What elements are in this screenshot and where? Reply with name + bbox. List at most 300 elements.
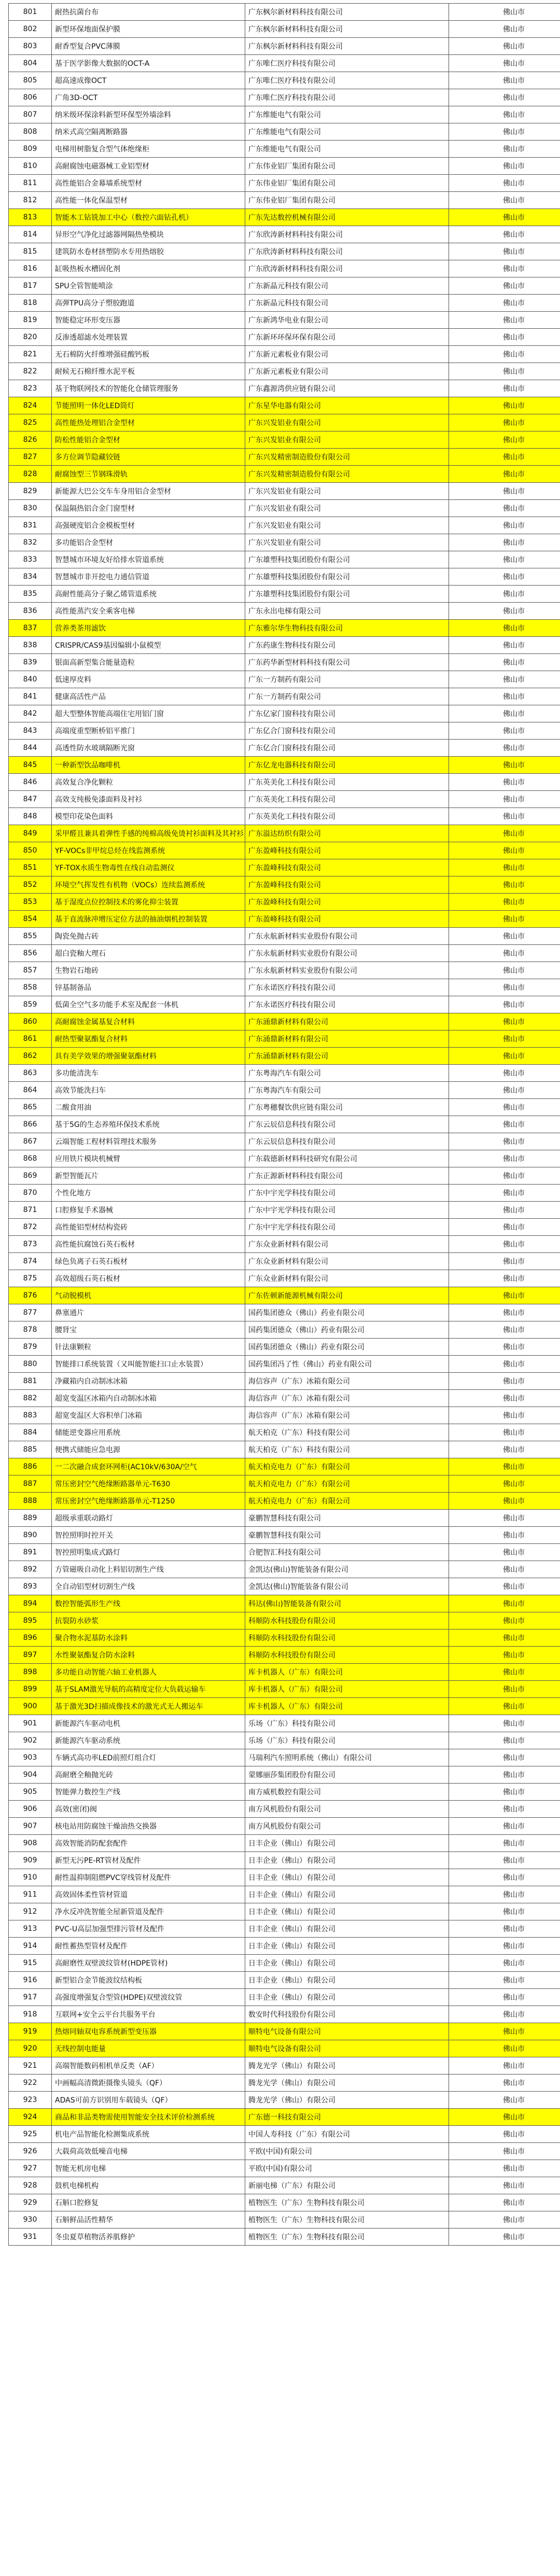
row-number-cell: 914 [9, 1938, 52, 1955]
city-cell: 佛山市 [449, 757, 560, 774]
company-cell: 广东兴发铝业有限公司 [245, 431, 449, 449]
product-name-cell: 新型环保地面保护膜 [52, 21, 245, 38]
company-cell: 航天柏克（广东）科技有限公司 [245, 1441, 449, 1458]
product-name-cell: 多方位调节隐藏铰链 [52, 449, 245, 466]
table-row [9, 449, 560, 466]
product-name-cell: 常压密封空气绝缘断路器单元-T630 [52, 1475, 245, 1493]
table-row [9, 1852, 560, 1869]
table-row [9, 1475, 560, 1493]
table-row [9, 1082, 560, 1099]
city-cell: 佛山市 [449, 1441, 560, 1458]
city-cell: 佛山市 [449, 2074, 560, 2092]
company-cell: 广东伟业铝厂集团有限公司 [245, 175, 449, 192]
company-cell: 航天柏克（广东）科技有限公司 [245, 1424, 449, 1441]
city-cell: 佛山市 [449, 500, 560, 517]
city-cell: 佛山市 [449, 1732, 560, 1749]
table-row [9, 380, 560, 397]
city-cell: 佛山市 [449, 72, 560, 89]
company-cell: 广东永出电梯有限公司 [245, 603, 449, 620]
table-row [9, 4, 560, 21]
company-cell: 广东一方制药有限公司 [245, 688, 449, 705]
product-name-cell: 抗裂防水砂浆 [52, 1612, 245, 1630]
company-cell: 广东德一科技有限公司 [245, 2109, 449, 2126]
company-cell: 广东盈峰科技有限公司 [245, 911, 449, 928]
company-cell: 平欧(中国)有限公司 [245, 2160, 449, 2177]
table-row [9, 996, 560, 1013]
city-cell: 佛山市 [449, 1475, 560, 1493]
row-number-cell: 814 [9, 226, 52, 243]
city-cell: 佛山市 [449, 551, 560, 568]
row-number-cell: 903 [9, 1749, 52, 1766]
row-number-cell: 839 [9, 654, 52, 671]
row-number-cell: 808 [9, 123, 52, 141]
company-cell: 豪鹏智慧科技有限公司 [245, 1527, 449, 1544]
table-row [9, 1219, 560, 1236]
product-name-cell: 低速厚皮料 [52, 671, 245, 688]
table-row [9, 397, 560, 414]
product-name-cell: 净藏箱内自动制冰冰箱 [52, 1373, 245, 1390]
product-name-cell: 机电产品智能化检测集成系统 [52, 2126, 245, 2143]
product-name-cell: 超大型整体智能高端住宅用铝门窗 [52, 705, 245, 722]
company-cell: 广东伟业铝厂集团有限公司 [245, 158, 449, 175]
table-row [9, 89, 560, 106]
row-number-cell: 898 [9, 1664, 52, 1681]
table-row [9, 722, 560, 740]
row-number-cell: 906 [9, 1801, 52, 1818]
product-name-cell: 超宽变温区冰箱内自动制冰冰箱 [52, 1390, 245, 1407]
table-row [9, 654, 560, 671]
company-cell: 广东盈峰科技有限公司 [245, 894, 449, 911]
city-cell: 佛山市 [449, 2109, 560, 2126]
company-cell: 广东涌鼎新材料有限公司 [245, 1048, 449, 1065]
company-cell: 日丰企业（佛山）有限公司 [245, 1886, 449, 1903]
row-number-cell: 878 [9, 1321, 52, 1339]
row-number-cell: 863 [9, 1065, 52, 1082]
table-row [9, 1749, 560, 1766]
product-name-cell: 互联网+安全云平台共服务平台 [52, 2006, 245, 2023]
company-cell: 顺特电气设备有限公司 [245, 2023, 449, 2040]
city-cell: 佛山市 [449, 2160, 560, 2177]
company-cell: 广东兴发铝业有限公司 [245, 534, 449, 551]
company-cell: 广东兴发铝业有限公司 [245, 517, 449, 534]
product-name-cell: 纳米式高空隔离断路器 [52, 123, 245, 141]
product-name-cell: 全自动铝型材切割生产线 [52, 1578, 245, 1595]
table-row [9, 979, 560, 996]
city-cell: 佛山市 [449, 996, 560, 1013]
city-cell: 佛山市 [449, 55, 560, 72]
row-number-cell: 832 [9, 534, 52, 551]
city-cell: 佛山市 [449, 1715, 560, 1732]
product-name-cell: 高透性防水玻璃隔断光窗 [52, 740, 245, 757]
city-cell: 佛山市 [449, 1185, 560, 1202]
city-cell: 佛山市 [449, 2211, 560, 2229]
company-cell: 广东正源新材料科技有限公司 [245, 1167, 449, 1185]
row-number-cell: 868 [9, 1150, 52, 1167]
table-row [9, 2074, 560, 2092]
table-row [9, 1612, 560, 1630]
table-row [9, 1304, 560, 1321]
product-name-cell: 便携式储能应急电源 [52, 1441, 245, 1458]
product-table [8, 3, 560, 2246]
product-name-cell: 具有美学效果的增强聚氨酯材料 [52, 1048, 245, 1065]
company-cell: 腾龙光学（佛山）有限公司 [245, 2074, 449, 2092]
company-cell: 广东亿合门窗科技有限公司 [245, 740, 449, 757]
city-cell: 佛山市 [449, 534, 560, 551]
row-number-cell: 918 [9, 2006, 52, 2023]
product-name-cell: 高耐腐蚀金属基复合材料 [52, 1013, 245, 1031]
row-number-cell: 891 [9, 1544, 52, 1561]
spreadsheet [8, 3, 552, 2246]
table-row [9, 1253, 560, 1270]
table-row [9, 175, 560, 192]
company-cell: 广东中宇光学科技有限公司 [245, 1219, 449, 1236]
company-cell: 广东涌鼎新材料有限公司 [245, 1031, 449, 1048]
table-row [9, 1801, 560, 1818]
company-cell: 日丰企业（佛山）有限公司 [245, 1920, 449, 1938]
product-name-cell: 模型印花染色面料 [52, 808, 245, 825]
row-number-cell: 919 [9, 2023, 52, 2040]
city-cell: 佛山市 [449, 1510, 560, 1527]
table-row [9, 534, 560, 551]
company-cell: 南方风机股份有限公司 [245, 1801, 449, 1818]
company-cell: 广东云辰信息科技有限公司 [245, 1116, 449, 1133]
company-cell: 广东粤海汽车有限公司 [245, 1065, 449, 1082]
product-name-cell: 高性能铝型材结构瓷砖 [52, 1219, 245, 1236]
table-row [9, 1647, 560, 1664]
row-number-cell: 820 [9, 329, 52, 346]
table-row [9, 2023, 560, 2040]
product-name-cell: 常压密封空气绝缘断路器单元-T1250 [52, 1493, 245, 1510]
company-cell: 广东永航新材料实业股份有限公司 [245, 928, 449, 945]
city-cell: 佛山市 [449, 226, 560, 243]
product-name-cell: 新型无污PE-RT管材及配件 [52, 1852, 245, 1869]
row-number-cell: 885 [9, 1441, 52, 1458]
row-number-cell: 917 [9, 1989, 52, 2006]
row-number-cell: 847 [9, 791, 52, 808]
company-cell: 平欧(中国)有限公司 [245, 2143, 449, 2160]
company-cell: 广东云辰信息科技有限公司 [245, 1133, 449, 1150]
city-cell: 佛山市 [449, 1595, 560, 1612]
row-number-cell: 908 [9, 1835, 52, 1852]
product-name-cell: 石斛口腔修复 [52, 2194, 245, 2211]
product-name-cell: 高性能抗腐蚀石英石板材 [52, 1236, 245, 1253]
product-name-cell: 智能弹力数控生产线 [52, 1784, 245, 1801]
product-name-cell: 基于SLAM激光导航的高精度定位大负载运输车 [52, 1681, 245, 1698]
product-name-cell: PVC-U高层加强型排污管材及配件 [52, 1920, 245, 1938]
product-name-cell: 基于医学影像大数据的OCT-A [52, 55, 245, 72]
city-cell: 佛山市 [449, 1578, 560, 1595]
product-name-cell: 多功能铝合金型材 [52, 534, 245, 551]
company-cell: 广东枫尔新材料科技有限公司 [245, 38, 449, 55]
row-number-cell: 869 [9, 1167, 52, 1185]
row-number-cell: 801 [9, 4, 52, 21]
table-row [9, 2194, 560, 2211]
product-name-cell: 新型智能瓦片 [52, 1167, 245, 1185]
row-number-cell: 804 [9, 55, 52, 72]
row-number-cell: 888 [9, 1493, 52, 1510]
company-cell: 广东粤穗餐饮供应链有限公司 [245, 1099, 449, 1116]
table-row [9, 141, 560, 158]
company-cell: 日丰企业（佛山）有限公司 [245, 1852, 449, 1869]
table-row [9, 740, 560, 757]
product-name-cell: 应用铁片模块机械臂 [52, 1150, 245, 1167]
company-cell: 植物医生（广东）生物科技有限公司 [245, 2194, 449, 2211]
row-number-cell: 849 [9, 825, 52, 842]
city-cell: 佛山市 [449, 1835, 560, 1852]
row-number-cell: 909 [9, 1852, 52, 1869]
product-name-cell: 智能排口系统装置（又叫能智能扫口止水装置） [52, 1356, 245, 1373]
table-row [9, 1664, 560, 1681]
company-cell: 广东维能电气有限公司 [245, 141, 449, 158]
table-row [9, 260, 560, 277]
row-number-cell: 807 [9, 106, 52, 123]
company-cell: 南方威机数控有限公司 [245, 1784, 449, 1801]
row-number-cell: 846 [9, 774, 52, 791]
company-cell: 植物医生（广东）生物科技有限公司 [245, 2229, 449, 2246]
row-number-cell: 892 [9, 1561, 52, 1578]
city-cell: 佛山市 [449, 808, 560, 825]
city-cell: 佛山市 [449, 928, 560, 945]
company-cell: 科达(佛山)智能装备有限公司 [245, 1595, 449, 1612]
city-cell: 佛山市 [449, 1630, 560, 1647]
row-number-cell: 874 [9, 1253, 52, 1270]
table-row [9, 603, 560, 620]
row-number-cell: 844 [9, 740, 52, 757]
company-cell: 广东欣涛新材料科技有限公司 [245, 226, 449, 243]
row-number-cell: 850 [9, 842, 52, 859]
company-cell: 数安时代科技股份有限公司 [245, 2006, 449, 2023]
product-name-cell: 高性能蒸汽安全乘客电梯 [52, 603, 245, 620]
product-name-cell: 健康高活性产品 [52, 688, 245, 705]
row-number-cell: 877 [9, 1304, 52, 1321]
table-row [9, 1458, 560, 1475]
row-number-cell: 879 [9, 1339, 52, 1356]
table-row [9, 1236, 560, 1253]
product-name-cell: 节能照明一体化LED筒灯 [52, 397, 245, 414]
table-row [9, 962, 560, 979]
table-row [9, 945, 560, 962]
city-cell: 佛山市 [449, 1612, 560, 1630]
company-cell: 广东新晶元科技有限公司 [245, 295, 449, 312]
company-cell: 广东众业新材料有限公司 [245, 1270, 449, 1287]
city-cell: 佛山市 [449, 123, 560, 141]
company-cell: 广东一方制药有限公司 [245, 671, 449, 688]
city-cell: 佛山市 [449, 979, 560, 996]
city-cell: 佛山市 [449, 2126, 560, 2143]
table-row [9, 620, 560, 637]
table-row [9, 346, 560, 363]
row-number-cell: 915 [9, 1955, 52, 1972]
city-cell: 佛山市 [449, 859, 560, 876]
row-number-cell: 809 [9, 141, 52, 158]
row-number-cell: 818 [9, 295, 52, 312]
row-number-cell: 894 [9, 1595, 52, 1612]
company-cell: 库卡机器人（广东）有限公司 [245, 1664, 449, 1681]
city-cell: 佛山市 [449, 1390, 560, 1407]
table-row [9, 1493, 560, 1510]
table-row [9, 1561, 560, 1578]
product-name-cell: 高效支纯极免漆面料及衬衫 [52, 791, 245, 808]
company-cell: 广东盈峰科技有限公司 [245, 842, 449, 859]
row-number-cell: 910 [9, 1869, 52, 1886]
company-cell: 日丰企业（佛山）有限公司 [245, 1869, 449, 1886]
product-name-cell: 新型铝合金节能波纹结构板 [52, 1972, 245, 1989]
company-cell: 广东中宇光学科技有限公司 [245, 1185, 449, 1202]
row-number-cell: 884 [9, 1424, 52, 1441]
city-cell: 佛山市 [449, 260, 560, 277]
row-number-cell: 922 [9, 2074, 52, 2092]
row-number-cell: 852 [9, 876, 52, 894]
city-cell: 佛山市 [449, 568, 560, 586]
city-cell: 佛山市 [449, 517, 560, 534]
city-cell: 佛山市 [449, 1698, 560, 1715]
product-name-cell: 一种新型饮品咖啡机 [52, 757, 245, 774]
table-row [9, 1339, 560, 1356]
product-name-cell: 陶瓷免抛古砖 [52, 928, 245, 945]
city-cell: 佛山市 [449, 1321, 560, 1339]
table-row [9, 1441, 560, 1458]
company-cell: 广东盈峰科技有限公司 [245, 876, 449, 894]
city-cell: 佛山市 [449, 21, 560, 38]
company-cell: 广东载德新材料科技研究有限公司 [245, 1150, 449, 1167]
row-number-cell: 881 [9, 1373, 52, 1390]
row-number-cell: 815 [9, 243, 52, 260]
product-name-cell: 个性化地方 [52, 1185, 245, 1202]
company-cell: 国药集团德众（佛山）药业有限公司 [245, 1321, 449, 1339]
table-row [9, 38, 560, 55]
product-name-cell: 智慧城市环境友好给排水管道系统 [52, 551, 245, 568]
product-name-cell: 建筑防水卷材挤塑防水专用热熔胶 [52, 243, 245, 260]
row-number-cell: 929 [9, 2194, 52, 2211]
city-cell: 佛山市 [449, 1886, 560, 1903]
table-row [9, 1766, 560, 1784]
row-number-cell: 833 [9, 551, 52, 568]
table-row [9, 774, 560, 791]
city-cell: 佛山市 [449, 243, 560, 260]
company-cell: 日丰企业（佛山）有限公司 [245, 1938, 449, 1955]
row-number-cell: 912 [9, 1903, 52, 1920]
row-number-cell: 924 [9, 2109, 52, 2126]
product-name-cell: 高效超级石英石板材 [52, 1270, 245, 1287]
row-number-cell: 813 [9, 209, 52, 226]
row-number-cell: 921 [9, 2057, 52, 2074]
city-cell: 佛山市 [449, 774, 560, 791]
company-cell: 合肥智汇科技有限公司 [245, 1544, 449, 1561]
product-name-cell: 保温隔热铝合金门窗型材 [52, 500, 245, 517]
company-cell: 腾龙光学（佛山）有限公司 [245, 2057, 449, 2074]
table-row [9, 1424, 560, 1441]
product-name-cell: 银面高新型集合能量造粒 [52, 654, 245, 671]
product-name-cell: 生物岩石地砖 [52, 962, 245, 979]
city-cell: 佛山市 [449, 1664, 560, 1681]
company-cell: 广东英美化工科技有限公司 [245, 808, 449, 825]
city-cell: 佛山市 [449, 329, 560, 346]
company-cell: 广东英美化工科技有限公司 [245, 791, 449, 808]
table-row [9, 1048, 560, 1065]
company-cell: 广东唯仁医疗科技有限公司 [245, 89, 449, 106]
table-row [9, 1202, 560, 1219]
company-cell: 库卡机器人（广东）有限公司 [245, 1681, 449, 1698]
company-cell: 广东新鸿华电业有限公司 [245, 312, 449, 329]
product-name-cell: 腰肾宝 [52, 1321, 245, 1339]
row-number-cell: 858 [9, 979, 52, 996]
table-row [9, 1903, 560, 1920]
table-row [9, 1510, 560, 1527]
company-cell: 广东新晶元科技有限公司 [245, 277, 449, 295]
product-name-cell: 鼻塞通片 [52, 1304, 245, 1321]
city-cell: 佛山市 [449, 962, 560, 979]
product-name-cell: 智慧城市非开挖电力通信管道 [52, 568, 245, 586]
city-cell: 佛山市 [449, 209, 560, 226]
table-row [9, 2229, 560, 2246]
city-cell: 佛山市 [449, 1048, 560, 1065]
table-row [9, 1013, 560, 1031]
row-number-cell: 896 [9, 1630, 52, 1647]
city-cell: 佛山市 [449, 1458, 560, 1475]
city-cell: 佛山市 [449, 1065, 560, 1082]
city-cell: 佛山市 [449, 1681, 560, 1698]
product-name-cell: 热熔同轴双电容系统新型变压器 [52, 2023, 245, 2040]
company-cell: 蒙娜丽莎集团股份有限公司 [245, 1766, 449, 1784]
city-cell: 佛山市 [449, 1784, 560, 1801]
row-number-cell: 902 [9, 1732, 52, 1749]
company-cell: 广东佐顿新能源机械有限公司 [245, 1287, 449, 1304]
product-name-cell: 超白瓷釉大理石 [52, 945, 245, 962]
row-number-cell: 861 [9, 1031, 52, 1048]
row-number-cell: 853 [9, 894, 52, 911]
city-cell: 佛山市 [449, 1869, 560, 1886]
city-cell: 佛山市 [449, 1253, 560, 1270]
table-row [9, 2126, 560, 2143]
table-row [9, 1818, 560, 1835]
city-cell: 佛山市 [449, 1167, 560, 1185]
city-cell: 佛山市 [449, 2006, 560, 2023]
row-number-cell: 835 [9, 586, 52, 603]
product-name-cell: 高弹TPU高分子塑胶跑道 [52, 295, 245, 312]
table-row [9, 295, 560, 312]
row-number-cell: 920 [9, 2040, 52, 2057]
row-number-cell: 901 [9, 1715, 52, 1732]
company-cell: 海信容声（广东）冰箱有限公司 [245, 1390, 449, 1407]
row-number-cell: 862 [9, 1048, 52, 1065]
company-cell: 日丰企业（佛山）有限公司 [245, 1955, 449, 1972]
table-row [9, 1407, 560, 1424]
row-number-cell: 905 [9, 1784, 52, 1801]
row-number-cell: 923 [9, 2092, 52, 2109]
product-name-cell: 超级承重联动路灯 [52, 1510, 245, 1527]
row-number-cell: 927 [9, 2160, 52, 2177]
company-cell: 广东永航新材料实业股份有限公司 [245, 962, 449, 979]
city-cell: 佛山市 [449, 842, 560, 859]
table-row [9, 414, 560, 431]
table-row [9, 791, 560, 808]
city-cell: 佛山市 [449, 414, 560, 431]
product-name-cell: 广角3D-OCT [52, 89, 245, 106]
table-row [9, 1681, 560, 1698]
company-cell: 豪鹏智慧科技有限公司 [245, 1510, 449, 1527]
city-cell: 佛山市 [449, 141, 560, 158]
city-cell: 佛山市 [449, 175, 560, 192]
product-name-cell: 反渗透超滤水处理装置 [52, 329, 245, 346]
city-cell: 佛山市 [449, 1082, 560, 1099]
table-row [9, 2143, 560, 2160]
company-cell: 广东雄塑科技集团股份有限公司 [245, 586, 449, 603]
row-number-cell: 930 [9, 2211, 52, 2229]
table-row [9, 842, 560, 859]
table-row [9, 1031, 560, 1048]
table-row [9, 1527, 560, 1544]
company-cell: 中国人寿科技（广东）有限公司 [245, 2126, 449, 2143]
